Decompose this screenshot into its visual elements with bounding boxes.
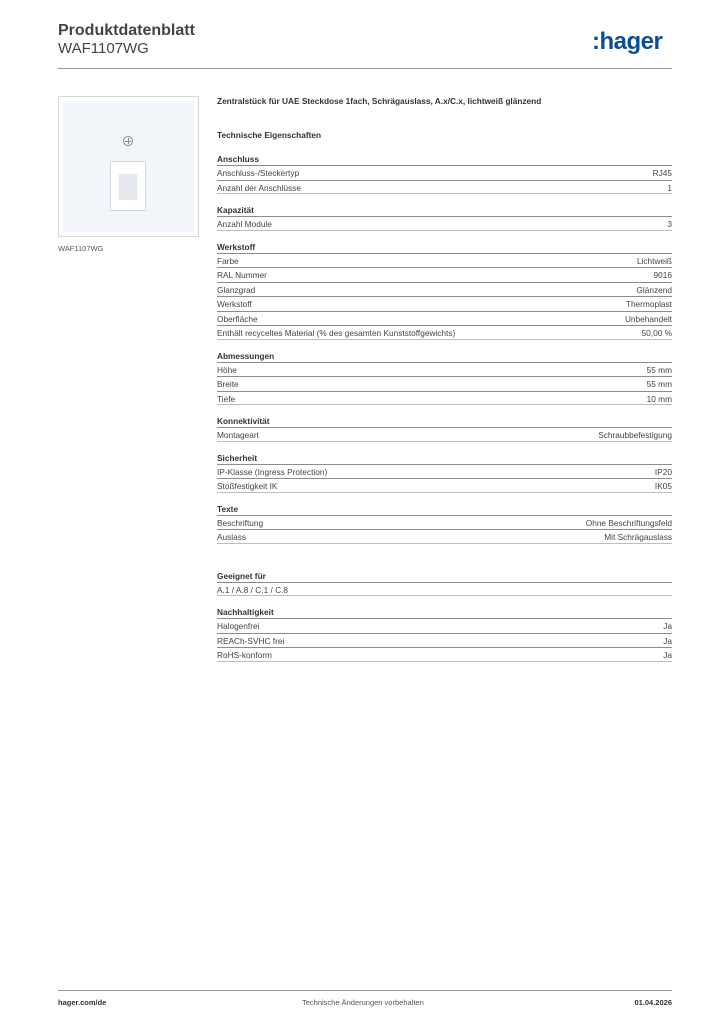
spec-sections	[217, 153, 672, 544]
spec-label: Auslass	[217, 532, 247, 542]
cover-plate	[63, 101, 194, 232]
spec-row	[217, 391, 672, 406]
logo-prefix: :	[592, 28, 600, 55]
section-rows	[217, 362, 672, 406]
spec-value: 3	[667, 219, 672, 229]
spec-row	[217, 267, 672, 282]
spec-row	[217, 647, 672, 662]
document-title: Produktdatenblatt	[58, 22, 195, 39]
spec-label: A.1 / A.8 / C.1 / C.8	[217, 584, 289, 595]
section-rows	[217, 216, 672, 231]
product-description: Zentralstück für UAE Steckdose 1fach, Schrägauslass, A.x/C.x, lichtweiß glänzend	[217, 96, 542, 106]
spec-row	[217, 282, 672, 297]
spec-section	[217, 452, 672, 493]
footer-website: hager.com/de	[58, 998, 107, 1007]
spec-label: Glanzgrad	[217, 284, 256, 295]
spec-value: 1	[667, 182, 672, 193]
spec-value: Lichtweiß	[636, 255, 672, 266]
logo-text: hager	[599, 28, 663, 55]
spec-section	[217, 204, 672, 231]
spec-row	[217, 376, 672, 391]
spec-label: RoHS-konform	[217, 650, 272, 660]
spec-value: Ohne Beschriftungsfeld	[585, 517, 672, 528]
section-title: Konnektivität	[217, 416, 270, 426]
spec-value: Ja	[663, 635, 672, 646]
spec-value: 55 mm	[646, 364, 672, 375]
spec-row	[217, 325, 672, 340]
section-title: Nachhaltigkeit	[217, 607, 274, 617]
spec-label: IP-Klasse (Ingress Protection)	[217, 466, 328, 477]
technical-properties-title: Technische Eigenschaften	[217, 130, 322, 140]
spec-value: IP20	[654, 466, 672, 477]
spec-label: Beschriftung	[217, 517, 264, 528]
spec-label: Oberfläche	[217, 313, 258, 324]
footer-notice: Technische Änderungen vorbehalten	[302, 998, 424, 1007]
spec-value: 55 mm	[646, 379, 672, 389]
spec-label: Höhe	[217, 364, 237, 375]
spec-label: Farbe	[217, 255, 239, 266]
spec-row	[217, 582, 672, 597]
section-title: Geeignet für	[217, 570, 266, 581]
article-number: WAF1107WG	[58, 40, 149, 57]
section-title: Abmessungen	[217, 350, 275, 361]
spec-value: Ja	[663, 650, 672, 660]
section-rows	[217, 582, 672, 597]
spec-value: Glänzend	[636, 284, 672, 295]
spec-row	[217, 427, 672, 442]
spec-label: Werkstoff	[217, 299, 252, 309]
spec-label: Halogenfrei	[217, 621, 260, 631]
spec-sections-extra	[217, 570, 672, 662]
spec-row	[217, 618, 672, 633]
spec-row	[217, 296, 672, 311]
spec-row	[217, 478, 672, 493]
spec-row	[217, 464, 672, 479]
section-rows	[217, 464, 672, 493]
screw-icon	[123, 136, 133, 146]
spec-section	[217, 606, 672, 662]
spec-label: Tiefe	[217, 393, 236, 404]
spec-value: IK05	[654, 481, 672, 491]
spec-section	[217, 503, 672, 544]
spec-label: Montageart	[217, 430, 259, 440]
spec-value: RJ45	[652, 168, 672, 178]
spec-section	[217, 570, 672, 597]
header-divider	[58, 68, 672, 69]
spec-section	[217, 241, 672, 340]
spec-row	[217, 253, 672, 268]
spec-section	[217, 350, 672, 406]
image-caption: WAF1107WG	[58, 244, 104, 253]
spec-label: Stoßfestigkeit IK	[217, 481, 278, 491]
spec-label: Anzahl Module	[217, 219, 272, 229]
spec-label: Anzahl der Anschlüsse	[217, 182, 301, 193]
spec-section	[217, 153, 672, 194]
spec-section	[217, 415, 672, 442]
section-title: Werkstoff	[217, 241, 256, 252]
hager-logo	[592, 28, 662, 56]
socket-opening	[119, 174, 137, 200]
spec-row	[217, 515, 672, 530]
spec-label: RAL Nummer	[217, 270, 267, 280]
spec-label: REACh-SVHC frei	[217, 635, 285, 646]
spec-value: Thermoplast	[625, 299, 672, 309]
section-rows	[217, 515, 672, 544]
footer-divider	[58, 990, 672, 991]
spec-row	[217, 311, 672, 326]
spec-value: 9016	[653, 270, 672, 280]
spec-label: Anschluss-/Steckertyp	[217, 168, 300, 178]
section-title: Texte	[217, 503, 239, 514]
section-rows	[217, 253, 672, 340]
spec-row	[217, 216, 672, 231]
spec-value: Mit Schrägauslass	[604, 532, 672, 542]
spec-value: Unbehandelt	[624, 313, 672, 324]
spec-label: Breite	[217, 379, 239, 389]
spec-value: 50,00 %	[641, 328, 672, 338]
section-rows	[217, 427, 672, 442]
spec-value: Schraubbefestigung	[598, 430, 672, 440]
rj45-socket	[110, 161, 146, 211]
section-spacer	[217, 554, 672, 570]
spec-row	[217, 180, 672, 195]
spec-row	[217, 362, 672, 377]
spec-row	[217, 165, 672, 180]
footer-date: 01.04.2026	[634, 998, 672, 1007]
spec-label: Enthält recyceltes Material (% des gesamten Kunststoffgewichts)	[217, 328, 456, 338]
spec-row	[217, 529, 672, 544]
spec-value: 10 mm	[646, 393, 672, 404]
spec-content	[217, 96, 672, 672]
section-title: Kapazität	[217, 205, 254, 215]
section-title: Anschluss	[217, 154, 259, 164]
spec-value: Ja	[663, 621, 672, 631]
section-rows	[217, 165, 672, 194]
product-image	[58, 96, 199, 237]
spec-row	[217, 633, 672, 648]
section-rows	[217, 618, 672, 662]
section-title: Sicherheit	[217, 452, 258, 463]
